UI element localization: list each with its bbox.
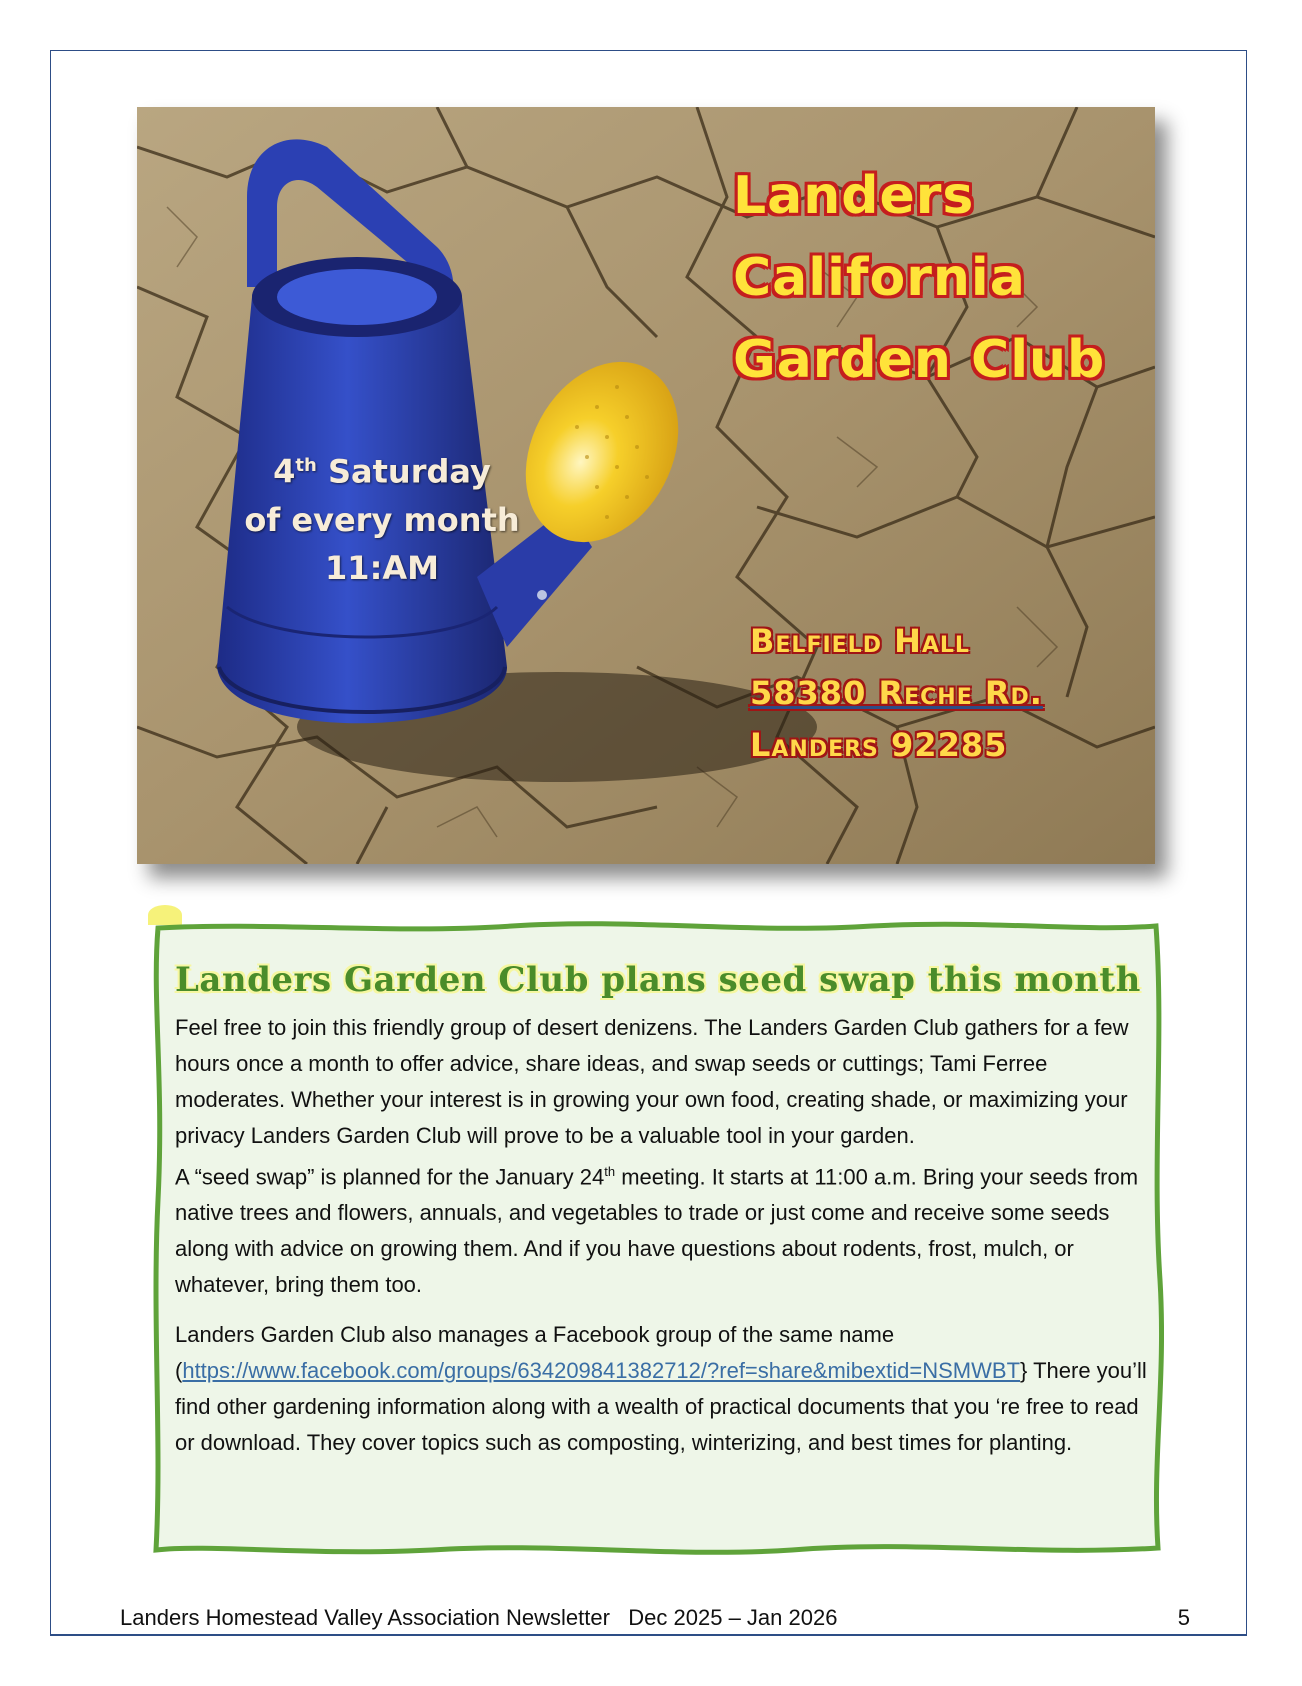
venue-city: Landers 92285 bbox=[750, 726, 1008, 764]
article-paragraph-2: A “seed swap” is planned for the January 24th meeting. It starts at 11:00 a.m. Bring your seeds from native trees and flowers, annuals, and vegetables to trade or just come and receive some seeds along with advice on growing them. And if you have questions about rodents, frost, mulch, or whatever, bring them too. bbox=[175, 1164, 1139, 1298]
footer-page-number: 5 bbox=[1177, 1605, 1190, 1630]
article-box bbox=[152, 920, 1164, 1555]
garden-club-flyer bbox=[137, 107, 1155, 864]
flyer-venue bbox=[750, 615, 1150, 771]
article-headline: Landers Garden Club plans seed swap this month bbox=[175, 960, 1141, 1000]
article-content bbox=[175, 960, 1155, 1461]
schedule-line-1: 4th Saturday bbox=[273, 452, 491, 491]
flyer-schedule bbox=[237, 442, 527, 592]
schedule-line-3: 11:AM bbox=[325, 548, 439, 587]
venue-name: Belfield Hall bbox=[750, 622, 970, 660]
article-paragraph-3: Landers Garden Club also manages a Facebook group of the same name (https://www.facebook.com/groups/634209841382712/?ref=share&mibextid=NSMWBT} There you’ll find other gardening information along with a wealth of practical documents that you ‘re free to read or download. They cover topics such as composting, winterizing, and best times for planting. bbox=[175, 1322, 1147, 1456]
flyer-club-title bbox=[733, 155, 1153, 401]
footer-issue: Dec 2025 – Jan 2026 bbox=[628, 1605, 838, 1630]
flyer-title-line-1: Landers bbox=[733, 166, 975, 226]
flyer-title-line-3: Garden Club bbox=[733, 330, 1106, 390]
footer-newsletter-name: Landers Homestead Valley Association Newsletter bbox=[120, 1605, 610, 1630]
facebook-group-link[interactable]: https://www.facebook.com/groups/634209841382712/?ref=share&mibextid=NSMWBT bbox=[182, 1358, 1021, 1384]
flyer-title-line-2: California bbox=[733, 248, 1026, 308]
page-footer bbox=[120, 1605, 1190, 1631]
schedule-line-2: of every month bbox=[244, 500, 520, 539]
venue-street: 58380 Reche Rd. bbox=[750, 674, 1043, 712]
article-paragraph-1: Feel free to join this friendly group of desert denizens. The Landers Garden Club gathers for a few hours once a month to offer advice, share ideas, and swap seeds or cuttings; Tami Ferree moderates. Whether your interest is in growing your own food, creating shade, or maximizing your privacy Landers Garden Club will prove to be a valuable tool in your garden. bbox=[175, 1015, 1129, 1148]
